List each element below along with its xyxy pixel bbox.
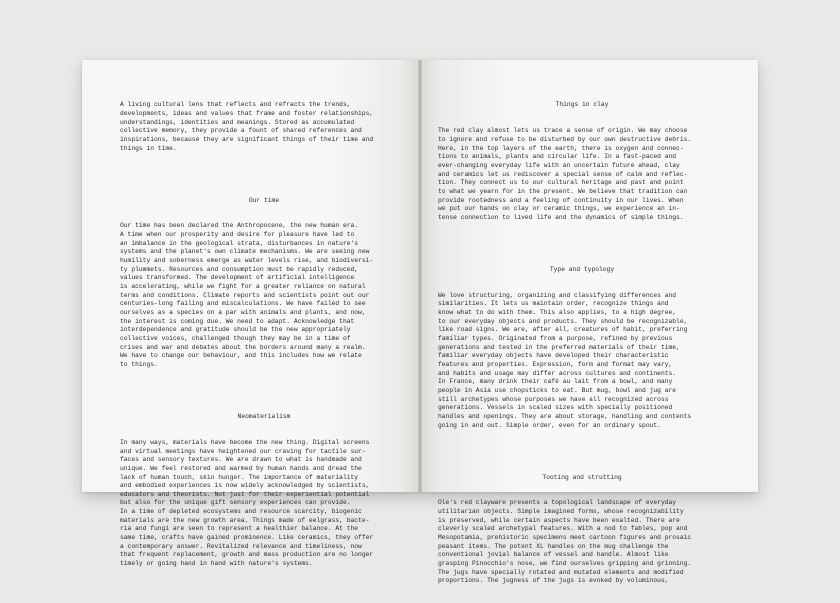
text-line: terms and conditions. Climate reports and scientists point out our [120, 291, 370, 299]
text-line: timely or going hand in hand with nature's systems. [120, 560, 313, 568]
text-line: same time, crafts have gained prominence. Like ceramics, they offer [120, 534, 374, 542]
type-and-typology-paragraph [438, 292, 726, 431]
text-line: developments, ideas and values that frame and foster relationships, [120, 109, 374, 117]
right-page-text [438, 84, 726, 603]
book-gutter [418, 60, 422, 492]
text-line: familiar everyday objects have developed their characteristic [438, 352, 669, 360]
text-line: collective voices, challenged though they may be in a time of [120, 335, 351, 343]
text-line: people in Asia use chopsticks to eat. But mug, bowl and jug are [438, 386, 677, 394]
text-line: and virtual meetings have heightened our craving for tactile sur- [120, 447, 366, 455]
text-line: collective memory, they provide a fount of shared references and [120, 127, 362, 135]
text-line: We love structuring, organizing and classifying differences and [438, 291, 677, 299]
text-line: tion. They connect us to our cultural heritage and past and point [438, 179, 684, 187]
text-line: centuries-long failing and miscalculations. We have failed to see [120, 300, 366, 308]
text-line: to our everyday objects and products. They should be recognizable, [438, 317, 688, 325]
things-in-clay-paragraph [438, 127, 726, 222]
section-heading-our-time: Our time [248, 196, 280, 204]
text-line: is preserved, while certain aspects have been exalted. There are [438, 516, 680, 524]
text-line: values transformed. The development of artificial intelligence [120, 274, 355, 282]
text-line: cleverly scaled archetypal features. With a nod to fables, pop and [438, 525, 688, 533]
text-line: humility and soberness emerge as water levels rise, and biodiversi- [120, 257, 374, 265]
neomaterialism-paragraph [120, 439, 408, 569]
text-line: features and properties. Expression, form and format may vary, [438, 360, 673, 368]
text-line: ty plummets. Resources and consumption must be rapidly reduced, [120, 265, 359, 273]
text-line: handles and openings. They are about storage, handling and contents [438, 412, 692, 420]
text-line: In France, many drink their café au lait from a bowl, and many [438, 378, 673, 386]
book-spread [82, 60, 758, 585]
text-line: faces and sensory textures. We are drawn to what is handmade and [120, 456, 362, 464]
text-line: provide rootedness and a feeling of continuity in our lives. When [438, 196, 684, 204]
text-line: tense connection to lived life and the dynamics of simple things. [438, 213, 684, 221]
intro-paragraph [120, 101, 408, 153]
text-line: educators and theorists. Not just for their experiential potential [120, 490, 370, 498]
text-line: an imbalance in the geological strata, disturbances in nature's [120, 239, 359, 247]
text-line: The jugs have specially rotated and mutated elements and modified [438, 568, 684, 576]
text-line: crises and war and debates about the borders around many a realm. [120, 343, 366, 351]
left-page [82, 60, 420, 568]
left-page-text [120, 84, 408, 586]
text-line: similarities. It lets us maintain order, recognize things and [438, 300, 669, 308]
text-line: ria and fungi are seen to represent a healthier balance. At the [120, 525, 359, 533]
text-line: generations and tested in the preferred materials of their time, [438, 343, 680, 351]
text-line: and embodied experiences is now widely acknowledged by scientists, [120, 482, 370, 490]
text-line: but also for the unique gift sensory experiences can provide. [120, 499, 351, 507]
text-line: Mesopotamia, prehistoric specimens meet cartoon figures and prosaic [438, 534, 692, 542]
text-line: lack of human touch, skin hunger. The importance of materiality [120, 473, 359, 481]
text-line: grasping Pinocchio's nose, we find ourselves gripping and grinning. [438, 560, 692, 568]
text-line: The red clay almost lets us trace a sense of origin. We may choose [438, 127, 688, 135]
text-line: interdependence and gratitude should be the new appropriately [120, 326, 351, 334]
text-line: the interest is coming due. We need to adapt. Acknowledge that [120, 317, 355, 325]
text-line: tions to animals, plants and circular life. In a fast-paced and [438, 153, 677, 161]
text-line: materials are the new growth area. Things made of eelgrass, bacte- [120, 516, 370, 524]
tooting-and-strutting-paragraph [438, 499, 726, 586]
text-line: unique. We feel restored and warmed by human hands and dread the [120, 464, 362, 472]
text-line: A living cultural lens that reflects and refracts the trends, [120, 101, 351, 109]
text-line: and ceramics let us rediscover a special sense of calm and reflec- [438, 170, 688, 178]
text-line: a contemporary answer. Revitalized relevance and timeliness, now [120, 542, 362, 550]
text-line: Here, in the top layers of the earth, there is oxygen and connec- [438, 144, 684, 152]
text-line: Our time has been declared the Anthropocene, the new human era. [120, 222, 359, 230]
section-heading-things-in-clay: Things in clay [555, 101, 609, 109]
text-line: familiar types. Originated from a purpose, refined by previous [438, 335, 673, 343]
text-line: to ignore and refuse to be disturbed by our own destructive debris. [438, 135, 692, 143]
text-line: like road signs. We are, after all, creatures of habit, preferring [438, 326, 688, 334]
text-line: We have to change our behaviour, and this includes how we relate [120, 352, 362, 360]
text-line: we put our hands on clay or ceramic things, we experience an in- [438, 205, 680, 213]
section-heading-tooting-and-strutting: Tooting and strutting [542, 473, 622, 481]
section-heading-type-and-typology: Type and typology [549, 265, 615, 273]
text-line: to what we yearn for in the present. We believe that tradition can [438, 187, 688, 195]
text-line: to things. [120, 360, 158, 368]
text-line: A time when our prosperity and desire for pleasure have led to [120, 231, 355, 239]
text-line: going in and out. Simple order, even for an ordinary spout. [438, 421, 661, 429]
section-heading-neomaterialism: Neomaterialism [237, 412, 291, 420]
text-line: utilitarian objects. Simple imagined forms, whose recognizability [438, 508, 684, 516]
text-line: peasant items. The potent XL handles on the mug challenge the [438, 542, 669, 550]
text-line: In many ways, materials have become the new thing. Digital screens [120, 438, 370, 446]
text-line: In a time of depleted ecosystems and resource scarcity, biogenic [120, 508, 362, 516]
text-line: that frequent replacement, growth and mass production are no longer [120, 551, 374, 559]
text-line: still archetypes whose purposes we have all recognized across [438, 395, 669, 403]
our-time-paragraph [120, 222, 408, 369]
text-line: generations. Vessels in scaled sizes with specially positioned [438, 404, 673, 412]
text-line: proportions. The jugness of the jugs is evoked by voluminous, [438, 577, 669, 585]
text-line: inspirations, because they are significant things of their time and [120, 135, 374, 143]
text-line: Ole's red clayware presents a topological landscape of everyday [438, 499, 677, 507]
text-line: and habits and usage may differ across cultures and continents. [438, 369, 677, 377]
text-line: understandings, identities and meanings. Stored as accumulated [120, 118, 355, 126]
text-line: conventional jovial balance of vessel and handle. Almost like [438, 551, 669, 559]
right-page [420, 60, 758, 585]
text-line: is accelerating, while we fight for a greater reliance on natural [120, 283, 366, 291]
text-line: things in time. [120, 144, 177, 152]
text-line: ever-changing everyday life with an uncertain future ahead, clay [438, 161, 680, 169]
text-line: ourselves as a species on a par with animals and plants, and now, [120, 309, 366, 317]
text-line: know what to do with them. This also applies, to a high degree, [438, 309, 677, 317]
text-line: systems and the planet's own climate mechanisms. We are seeing new [120, 248, 370, 256]
